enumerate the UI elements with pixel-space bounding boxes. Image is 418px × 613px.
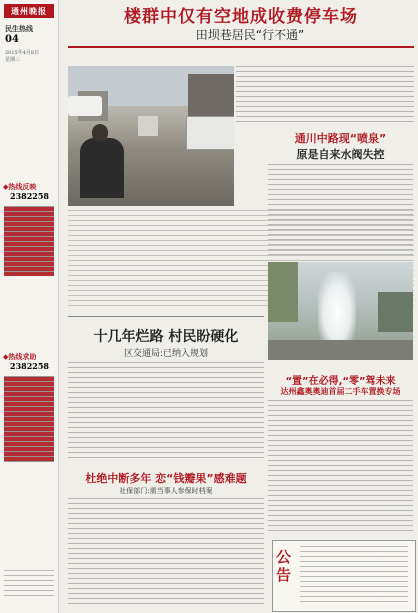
- masthead-logo: 通州晚报: [4, 4, 54, 18]
- page-number: 04: [5, 34, 19, 45]
- section-name: 民生热线: [5, 24, 33, 33]
- teaser2-title: ◆热线求助: [3, 352, 37, 361]
- article3-headline: 十几年烂路 村民盼硬化: [93, 329, 239, 345]
- article3-subheadline: 区交通局:已纳入规划: [123, 349, 209, 359]
- teaser2-number: 2382258: [10, 361, 49, 371]
- teaser1-number: 2382258: [10, 191, 49, 201]
- notice-label: 公告: [276, 548, 292, 584]
- photo-water-fountain: [268, 262, 413, 360]
- article2-body: [268, 164, 413, 258]
- article4-body: [68, 498, 264, 608]
- teaser1-body: [4, 206, 54, 276]
- article3-body: [68, 362, 264, 462]
- article1-subheadline: 田坝巷居民“行不通”: [195, 28, 305, 42]
- notice-body: [300, 546, 408, 604]
- staff-credits: [4, 570, 54, 600]
- photo-parking-lot: [68, 66, 234, 206]
- article4-headline: 杜绝中断多年 恋“钱瓣果”感难题: [85, 472, 247, 485]
- article5-headline: “置”在必得,“零”驾未来: [285, 376, 396, 387]
- divider: [68, 316, 264, 317]
- article5-subheadline: 达州鑫奥奥迪首届二手车置换专场: [280, 387, 401, 396]
- teaser1-title: ◆热线反映: [3, 182, 37, 191]
- issue-date: 2015年4月8日: [5, 50, 40, 56]
- article5-body: [268, 400, 413, 534]
- article2-headline: 通川中路现“喷泉”: [294, 132, 387, 145]
- issue-day: 星期三: [5, 57, 21, 63]
- article4-subheadline: 社保部门:需当事人参保时档案: [119, 487, 213, 495]
- article1-intro: [236, 66, 414, 124]
- teaser2-body: [4, 376, 54, 462]
- headline-rule: [68, 46, 414, 48]
- sidebar: [0, 0, 59, 613]
- article1-headline: 楼群中仅有空地成收费停车场: [124, 7, 358, 27]
- article2-subheadline: 原是自来水阀失控: [296, 148, 385, 161]
